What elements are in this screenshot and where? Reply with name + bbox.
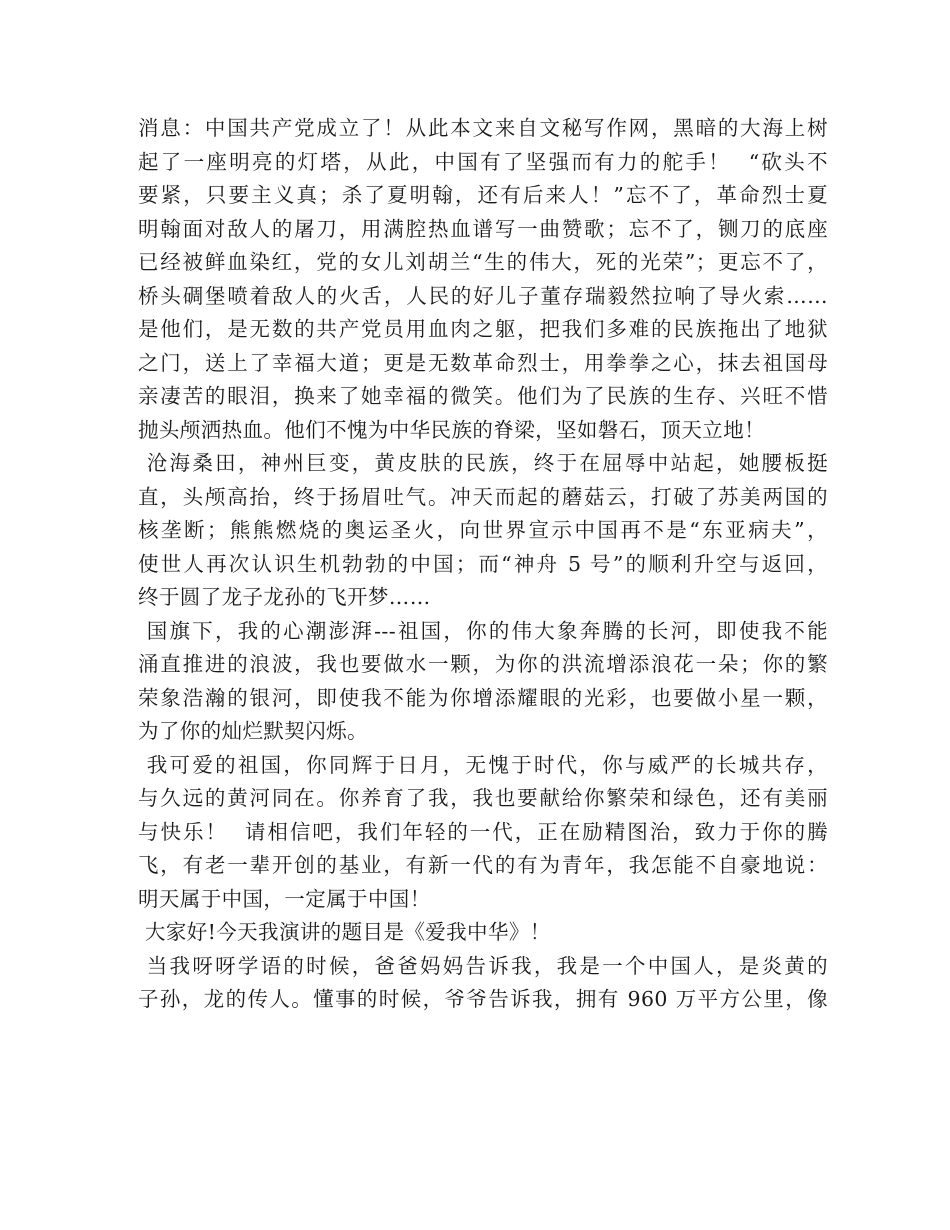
- text-line: 已经被鲜血染红，党的女儿刘胡兰“生的伟大，死的光荣”；更忘不了，: [138, 250, 828, 274]
- text-line: 子孙，龙的传人。懂事的时候，爷爷告诉我，拥有 960 万平方公里，像: [138, 987, 828, 1011]
- text-line: 要紧，只要主义真；杀了夏明翰，还有后来人！”忘不了，革命烈士夏: [138, 183, 828, 207]
- text-line: 飞，有老一辈开创的基业，有新一代的有为青年，我怎能不自豪地说：: [138, 853, 828, 877]
- text-line: 荣象浩瀚的银河，即使我不能为你增添耀眼的光彩，也要做小星一颗，: [138, 685, 828, 710]
- text-line: 终于圆了龙子龙孙的飞开梦……: [138, 585, 431, 609]
- text-line: 亲凄苦的眼泪，换来了她幸福的微笑。他们为了民族的生存、兴旺不惜: [138, 384, 828, 408]
- text-line: 抛头颅洒热血。他们不愧为中华民族的脊梁，坚如磐石，顶天立地！: [138, 417, 765, 442]
- text-line: 消息：中国共产党成立了！从此本文来自文秘写作网，黑暗的大海上树: [138, 116, 828, 140]
- text-line: 之门，送上了幸福大道；更是无数革命烈士，用拳拳之心，抹去祖国母: [138, 350, 828, 375]
- text-line: 起了一座明亮的灯塔，从此，中国有了坚强而有力的舵手！ “砍头不: [138, 149, 828, 174]
- text-line: 大家好!今天我演讲的题目是《爱我中华》！: [138, 920, 551, 944]
- text-line: 与久远的黄河同在。你养育了我，我也要献给你繁荣和绿色，还有美丽: [138, 786, 828, 810]
- text-line: 与快乐！ 请相信吧，我们年轻的一代，正在励精图治，致力于你的腾: [138, 819, 828, 844]
- text-line: 当我呀呀学语的时候，爸爸妈妈告诉我，我是一个中国人，是炎黄的: [138, 953, 828, 978]
- text-line: 使世人再次认识生机勃勃的中国；而“神舟 5 号”的顺利升空与返回，: [138, 551, 828, 576]
- text-line: 国旗下，我的心潮澎湃---祖国，你的伟大象奔腾的长河，即使我不能: [138, 618, 828, 643]
- text-line: 桥头碉堡喷着敌人的火舌，人民的好儿子董存瑞毅然拉响了导火索……: [138, 283, 828, 308]
- text-line: 我可爱的祖国，你同辉于日月，无愧于时代，你与威严的长城共存，: [138, 752, 828, 777]
- text-line: 明翰面对敌人的屠刀，用满腔热血谱写一曲赞歌；忘不了，铡刀的底座: [138, 216, 828, 241]
- text-line: 为了你的灿烂默契闪烁。: [138, 719, 368, 743]
- text-line: 是他们，是无数的共产党员用血肉之躯，把我们多难的民族拖出了地狱: [138, 317, 828, 341]
- text-line: 核垄断；熊熊燃烧的奥运圣火，向世界宣示中国再不是“东亚病夫”，: [138, 518, 828, 542]
- text-line: 直，头颅高抬，终于扬眉吐气。冲天而起的蘑菇云，打破了苏美两国的: [138, 484, 828, 509]
- text-line: 沧海桑田，神州巨变，黄皮肤的民族，终于在屈辱中站起，她腰板挺: [138, 451, 828, 475]
- text-line: 涌直推进的浪波，我也要做水一颗，为你的洪流增添浪花一朵；你的繁: [138, 652, 828, 676]
- document-page: [138, 112, 828, 1017]
- text-line: 明天属于中国，一定属于中国！: [138, 886, 431, 911]
